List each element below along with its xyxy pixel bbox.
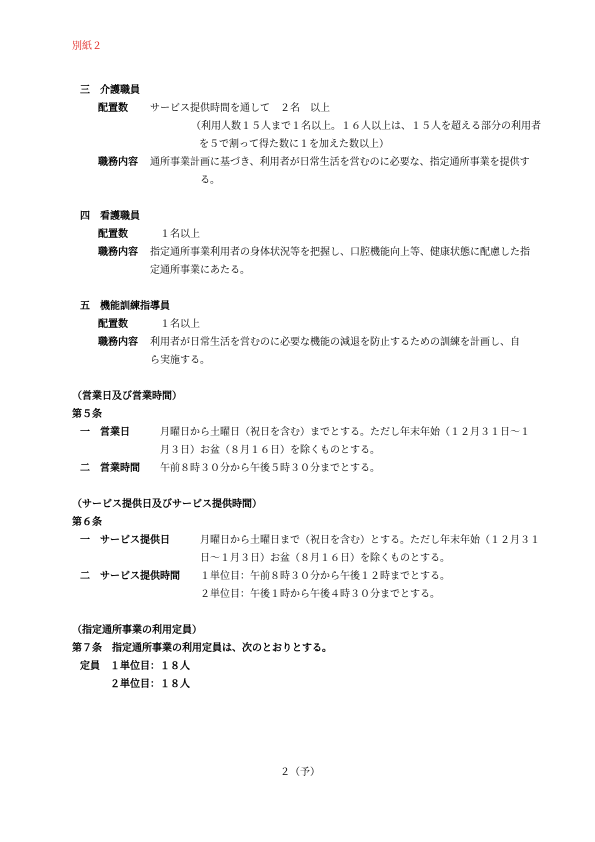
section-3-title: 三 介護職員 (80, 85, 140, 96)
article-7-unit2: ２単位目：１８人 (110, 679, 190, 690)
article-5-heading: （営業日及び営業時間） (72, 391, 182, 402)
article-5-item1-label: 一 営業日 (80, 427, 130, 438)
article-5-item2-value: 午前８時３０分から午後５時３０分までとする。 (160, 463, 380, 474)
section-3-note-line2: を５で割って得た数に１を加えた数以上） (199, 139, 389, 150)
section-3-duty-line1: 通所事業計画に基づき、利用者が日常生活を営むのに必要な、指定通所事業を提供す (150, 157, 530, 168)
article-6-item2-line1: １単位目：午前８時３０分から午後１２時までとする。 (200, 571, 450, 582)
section-3-staffing-value: サービス提供時間を通して ２名 以上 (150, 103, 330, 114)
section-3-staffing-label: 配置数 (98, 103, 128, 114)
section-5-title: 五 機能訓練指導員 (80, 301, 170, 312)
article-7-number-text: 第７条 指定通所事業の利用定員は、次のとおりとする。 (72, 643, 332, 654)
section-4-duty-line2: 定通所事業にあたる。 (150, 265, 250, 276)
section-3-duty-line2: る。 (200, 175, 220, 186)
section-4-staffing-label: 配置数 (98, 229, 128, 240)
section-5-duty-line1: 利用者が日常生活を営むのに必要な機能の減退を防止するための訓練を計画し、自 (150, 337, 520, 348)
section-5-duty-label: 職務内容 (98, 337, 138, 348)
article-6-item1-label: 一 サービス提供日 (80, 535, 170, 546)
article-6-item2-line2: ２単位目：午後１時から午後４時３０分までとする。 (200, 589, 440, 600)
article-5-item2-label: 二 営業時間 (80, 463, 140, 474)
article-5-number: 第５条 (72, 409, 102, 420)
article-6-item2-label: 二 サービス提供時間 (80, 571, 180, 582)
article-6-item1-line2: 日～１月３日）お盆（８月１６日）を除くものとする。 (200, 553, 450, 564)
section-5-staffing-label: 配置数 (98, 319, 128, 330)
section-3-note-line1: （利用人数１５人まで１名以上。１６人以上は、１５人を超える部分の利用者 (191, 121, 541, 132)
section-4-duty-label: 職務内容 (98, 247, 138, 258)
section-5-staffing-value: １名以上 (160, 319, 200, 330)
article-7-unit1: １単位目：１８人 (110, 661, 190, 672)
article-6-item1-line1: 月曜日から土曜日まで（祝日を含む）とする。ただし年末年始（１２月３１ (200, 535, 540, 546)
article-6-heading: （サービス提供日及びサービス提供時間） (72, 499, 262, 510)
section-5-duty-line2: ら実施する。 (150, 355, 210, 366)
section-4-title: 四 看護職員 (80, 211, 140, 222)
section-3-duty-label: 職務内容 (98, 157, 138, 168)
article-6-number: 第６条 (72, 517, 102, 528)
article-5-item1-line2: 月３日）お盆（８月１６日）を除くものとする。 (160, 445, 380, 456)
section-4-duty-line1: 指定通所事業利用者の身体状況等を把握し、口腔機能向上等、健康状態に配慮した指 (150, 247, 530, 258)
page-number: ２（予） (280, 767, 320, 778)
article-7-heading: （指定通所事業の利用定員） (72, 625, 202, 636)
article-7-capacity-label: 定員 (80, 661, 100, 672)
attachment-label: 別紙２ (72, 41, 102, 52)
article-5-item1-line1: 月曜日から土曜日（祝日を含む）までとする。ただし年末年始（１２月３１日～１ (160, 427, 530, 438)
section-4-staffing-value: １名以上 (160, 229, 200, 240)
